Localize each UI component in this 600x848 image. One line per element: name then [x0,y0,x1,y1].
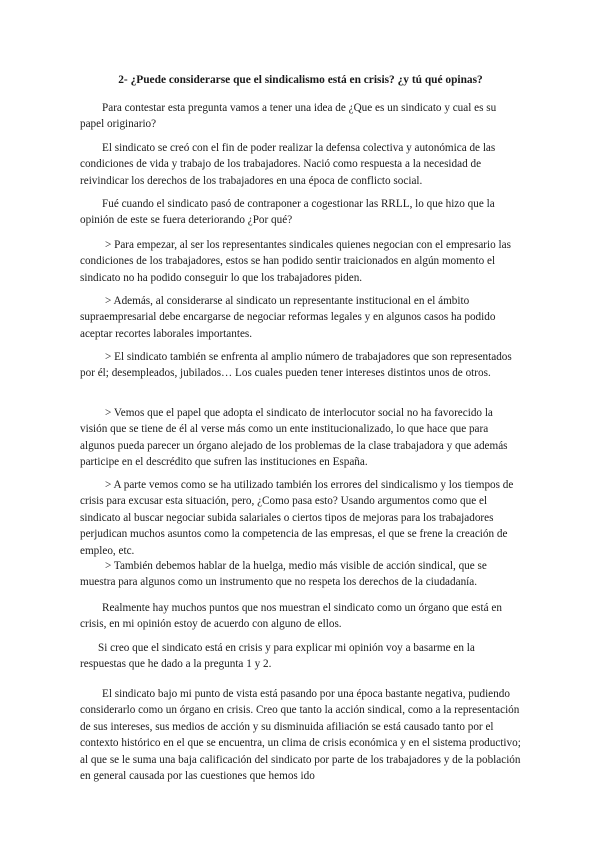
document-title: 2- ¿Puede considerarse que el sindicalismo está en crisis? ¿y tú qué opinas? [118,74,483,86]
paragraph-union-origin: El sindicato se creó con el fin de poder realizar la defensa colectiva y autonómica de las condiciones de vida y trabajo de los trabajadores. Nació como respuesta a la necesidad de reivindicar los derechos de los trabajadores en una época de conflicto social. [80,142,496,187]
paragraph-point-errors: > A parte vemos como se ha utilizado también los errores del sindicalismo y los tiempos de crisis para excusar esta situación, pero, ¿Como pasa esto? Usando argumentos como que el sindicato al buscar negociar subida salariales o ciertos tipos de mejoras para los trabajadores perjudican muchos asuntos como la competencia de las empresas, el que se frene la creación de empleo, etc. [80,479,514,557]
paragraph-point-institutional: > Además, al considerarse al sindicato un representante institucional en el ámbito supraempresarial debe encargarse de negociar reformas legales y en algunos casos ha podido aceptar recortes laborales importantes. [80,295,496,340]
paragraph-point-interlocutor: > Vemos que el papel que adopta el sindicato de interlocutor social no ha favorecido la visión que se tiene de él al verse más como un ente institucionalizado, lo que hace que para algunos pueda parecer un órgano alejado de los problemas de la clase trabajadora y que además participe en el descrédito que sufren las instituciones en España. [80,407,508,469]
paragraph-cogestion: Fué cuando el sindicato pasó de contraponer a cogestionar las RRLL, lo que hizo que la opinión de este se fuera deteriorando ¿Por qué? [80,198,495,227]
paragraph-point-strike: > También debemos hablar de la huelga, medio más visible de acción sindical, que se muestra para algunos como un instrumento que no respeta los derechos de la ciudadanía. [80,560,487,589]
paragraph-intro-question: Para contestar esta pregunta vamos a tener una idea de ¿Que es un sindicato y cual es su papel originario? [80,102,497,131]
paragraph-point-negotiation: > Para empezar, al ser los representantes sindicales quienes negocian con el empresario las condiciones de los trabajadores, estos se han podido sentir traicionados en algún momento el sindicato no ha podido conseguir lo que los trabajadores piden. [80,239,511,284]
paragraph-crisis-points: Realmente hay muchos puntos que nos muestran el sindicato como un órgano que está en crisis, en mi opinión estoy de acuerdo con alguno de ellos. [80,602,502,631]
paragraph-point-represented: > El sindicato también se enfrenta al amplio número de trabajadores que son representados por él; desempleados, jubilados… Los cuales pueden tener intereses distintos unos de otros. [80,351,512,380]
paragraph-negative-epoch: El sindicato bajo mi punto de vista está pasando por una época bastante negativa, pudiendo considerarlo como un órgano en crisis. Creo que tanto la acción sindical, como a la representación de sus intereses, sus medios de acción y su disminuida afiliación se está causado tanto por el contexto histórico en el que se encuentra, un clima de crisis económica y en el sistema productivo; al que se le suma una baja calificación del sindicato por parte de los trabajadores y de la población en general causada por las cuestiones que hemos ido [80,688,521,783]
paragraph-opinion: Si creo que el sindicato está en crisis y para explicar mi opinión voy a basarme en la respuestas que he dado a la pregunta 1 y 2. [80,642,475,671]
